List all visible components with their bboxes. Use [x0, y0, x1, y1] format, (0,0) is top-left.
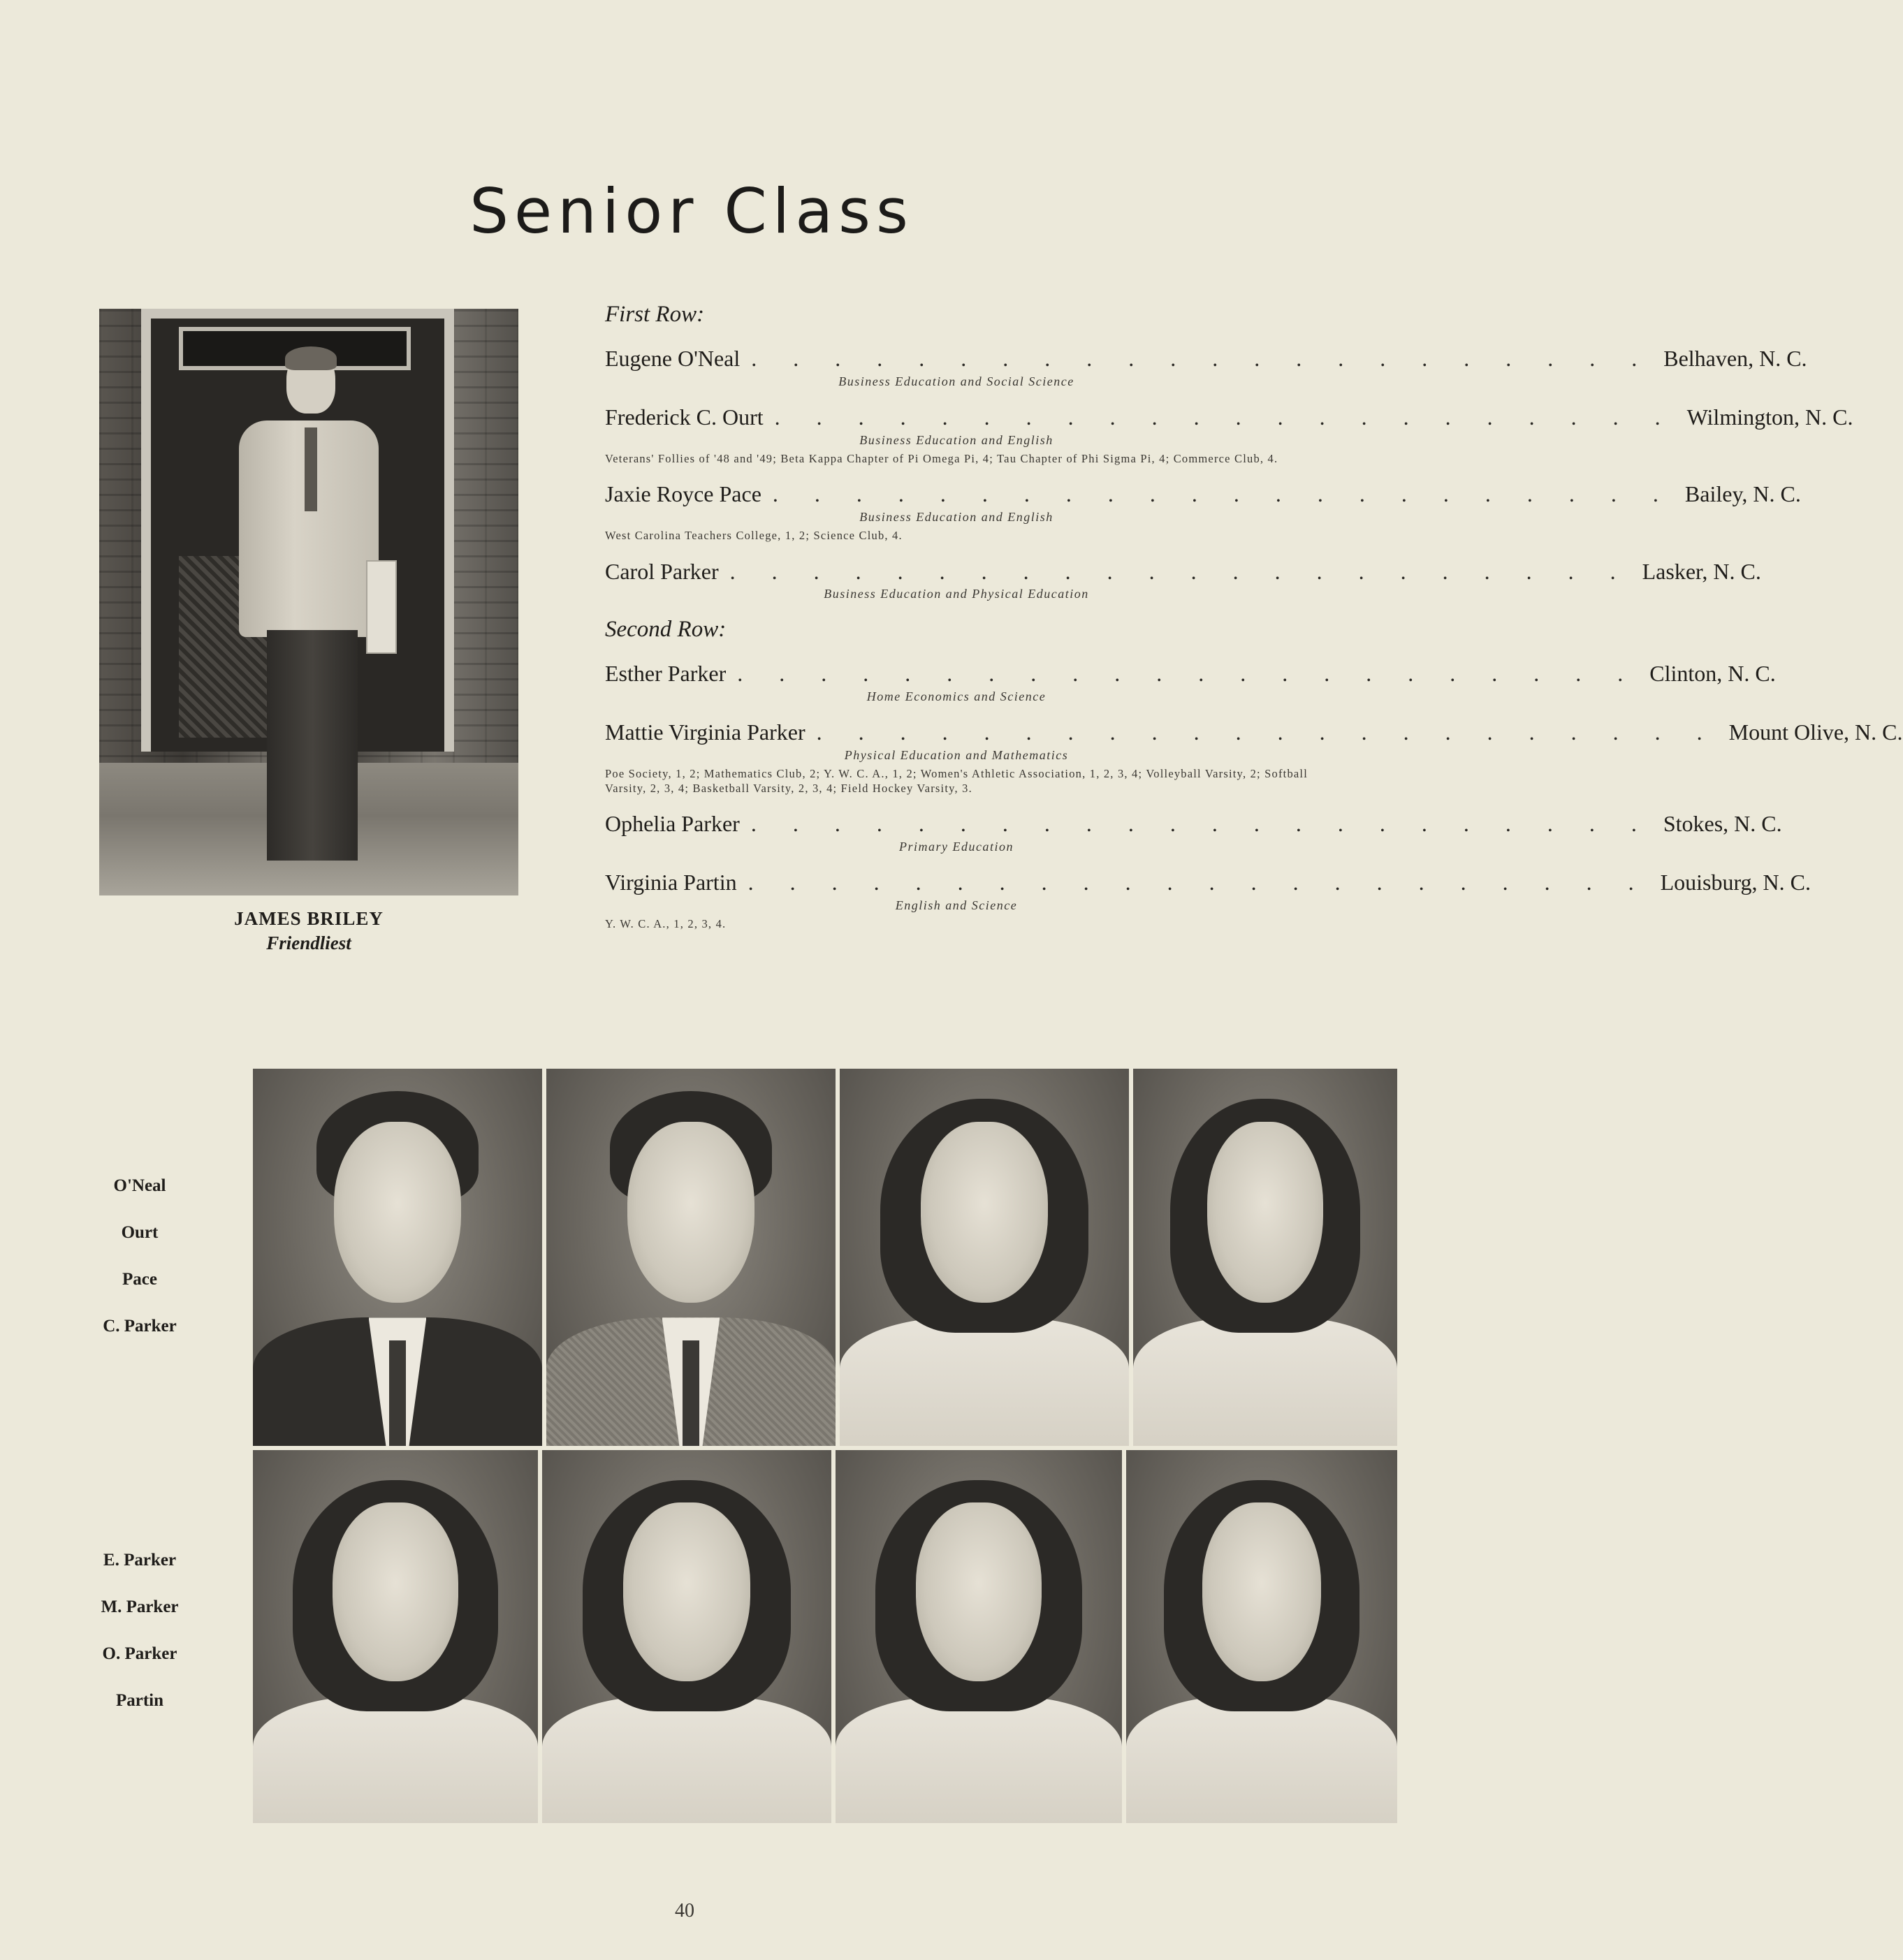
portrait-labels-bottom-row: [70, 1551, 210, 1738]
student-hometown: Louisburg, N. C.: [1660, 870, 1811, 895]
portrait-labels-top-row: [70, 1176, 210, 1363]
leader-dots: . . . . . . . . . . . . . . . . . . . . . .: [729, 558, 1631, 584]
portrait-label: C. Parker: [103, 1317, 177, 1336]
student-hometown: Wilmington, N. C.: [1686, 404, 1853, 430]
student-name: Eugene O'Neal: [605, 346, 741, 371]
student-hometown: Belhaven, N. C.: [1663, 346, 1807, 371]
roster-entry: [605, 404, 1853, 466]
portrait-photo: [542, 1450, 831, 1823]
student-major: Primary Education: [899, 840, 1014, 854]
portrait-label: O'Neal: [113, 1176, 166, 1195]
roster-entry: [605, 558, 1761, 602]
senior-roster: [605, 302, 1903, 947]
student-name: Ophelia Parker: [605, 811, 740, 837]
roster-entry: [605, 870, 1811, 931]
student-activities: Veterans' Follies of '48 and '49; Beta Kappa Chapter of Pi Omega Pi, 4; Tau Chapter of Phi Sigma Pi, 4; Commerce Club, 4.: [605, 451, 1278, 465]
leader-dots: . . . . . . . . . . . . . . . . . . . . . .: [772, 481, 1674, 507]
portrait-photo: [253, 1450, 538, 1823]
feature-photo: [99, 309, 518, 895]
student-major: Home Economics and Science: [866, 689, 1047, 704]
portrait-photo: [253, 1069, 542, 1446]
portrait-photo: [1126, 1450, 1397, 1823]
student-major: English and Science: [895, 898, 1018, 912]
portrait-label: O. Parker: [102, 1644, 177, 1663]
roster-entry: [605, 811, 1782, 854]
feature-caption: [99, 908, 518, 954]
student-hometown: Mount Olive, N. C.: [1728, 719, 1903, 745]
portrait-label: Ourt: [121, 1223, 159, 1242]
student-name: Mattie Virginia Parker: [605, 719, 805, 745]
student-name: Carol Parker: [605, 558, 719, 584]
portrait-label: E. Parker: [103, 1551, 177, 1570]
portrait-label: M. Parker: [101, 1597, 179, 1616]
roster-entry: [605, 719, 1903, 796]
leader-dots: . . . . . . . . . . . . . . . . . . . . . .: [737, 661, 1639, 687]
page-number: 40: [675, 1900, 694, 1922]
student-activities: Poe Society, 1, 2; Mathematics Club, 2; Y. W. C. A., 1, 2; Women's Athletic Association, 1, 2, 3, 4; Volleyball Varsity, 2; Softball Varsity, 2, 3, 4; Basketball Varsity, 2, 3, 4; Field Hockey Varsity, 3.: [605, 767, 1308, 795]
student-activities: West Carolina Teachers College, 1, 2; Science Club, 4.: [605, 529, 903, 543]
portrait-photo: [1133, 1069, 1397, 1446]
portrait-label: Partin: [115, 1691, 164, 1710]
leader-dots: . . . . . . . . . . . . . . . . . . . . . .: [816, 719, 1718, 745]
student-name: Esther Parker: [605, 661, 727, 687]
leader-dots: . . . . . . . . . . . . . . . . . . . . . .: [751, 346, 1653, 371]
page-title: Senior Class: [469, 175, 914, 247]
roster-entry: [605, 481, 1801, 543]
student-hometown: Clinton, N. C.: [1649, 661, 1776, 687]
roster-entry: [605, 661, 1776, 704]
feature-name: JAMES BRILEY: [234, 908, 384, 929]
first-row-heading: First Row:: [605, 302, 705, 327]
portrait-photo: [840, 1069, 1129, 1446]
student-major: Physical Education and Mathematics: [844, 748, 1069, 763]
leader-dots: . . . . . . . . . . . . . . . . . . . . . .: [774, 404, 1676, 430]
student-major: Business Education and Physical Education: [824, 587, 1089, 601]
student-name: Frederick C. Ourt: [605, 404, 764, 430]
standing-student-figure: [232, 351, 386, 882]
portrait-photo: [836, 1450, 1122, 1823]
student-name: Jaxie Royce Pace: [605, 481, 761, 507]
student-hometown: Bailey, N. C.: [1684, 481, 1801, 507]
portrait-label: Pace: [122, 1270, 157, 1289]
leader-dots: . . . . . . . . . . . . . . . . . . . . . .: [748, 870, 1649, 895]
student-hometown: Stokes, N. C.: [1663, 811, 1782, 837]
portrait-photo: [546, 1069, 836, 1446]
roster-entry: [605, 346, 1807, 389]
student-major: Business Education and Social Science: [838, 374, 1074, 388]
student-major: Business Education and English: [859, 432, 1053, 447]
student-major: Business Education and English: [859, 510, 1053, 525]
student-name: Virginia Partin: [605, 870, 737, 895]
second-row-heading: Second Row:: [605, 617, 727, 643]
student-activities: Y. W. C. A., 1, 2, 3, 4.: [605, 916, 727, 930]
leader-dots: . . . . . . . . . . . . . . . . . . . . . .: [750, 811, 1652, 837]
student-hometown: Lasker, N. C.: [1642, 558, 1761, 584]
feature-superlative: Friendliest: [266, 933, 351, 953]
